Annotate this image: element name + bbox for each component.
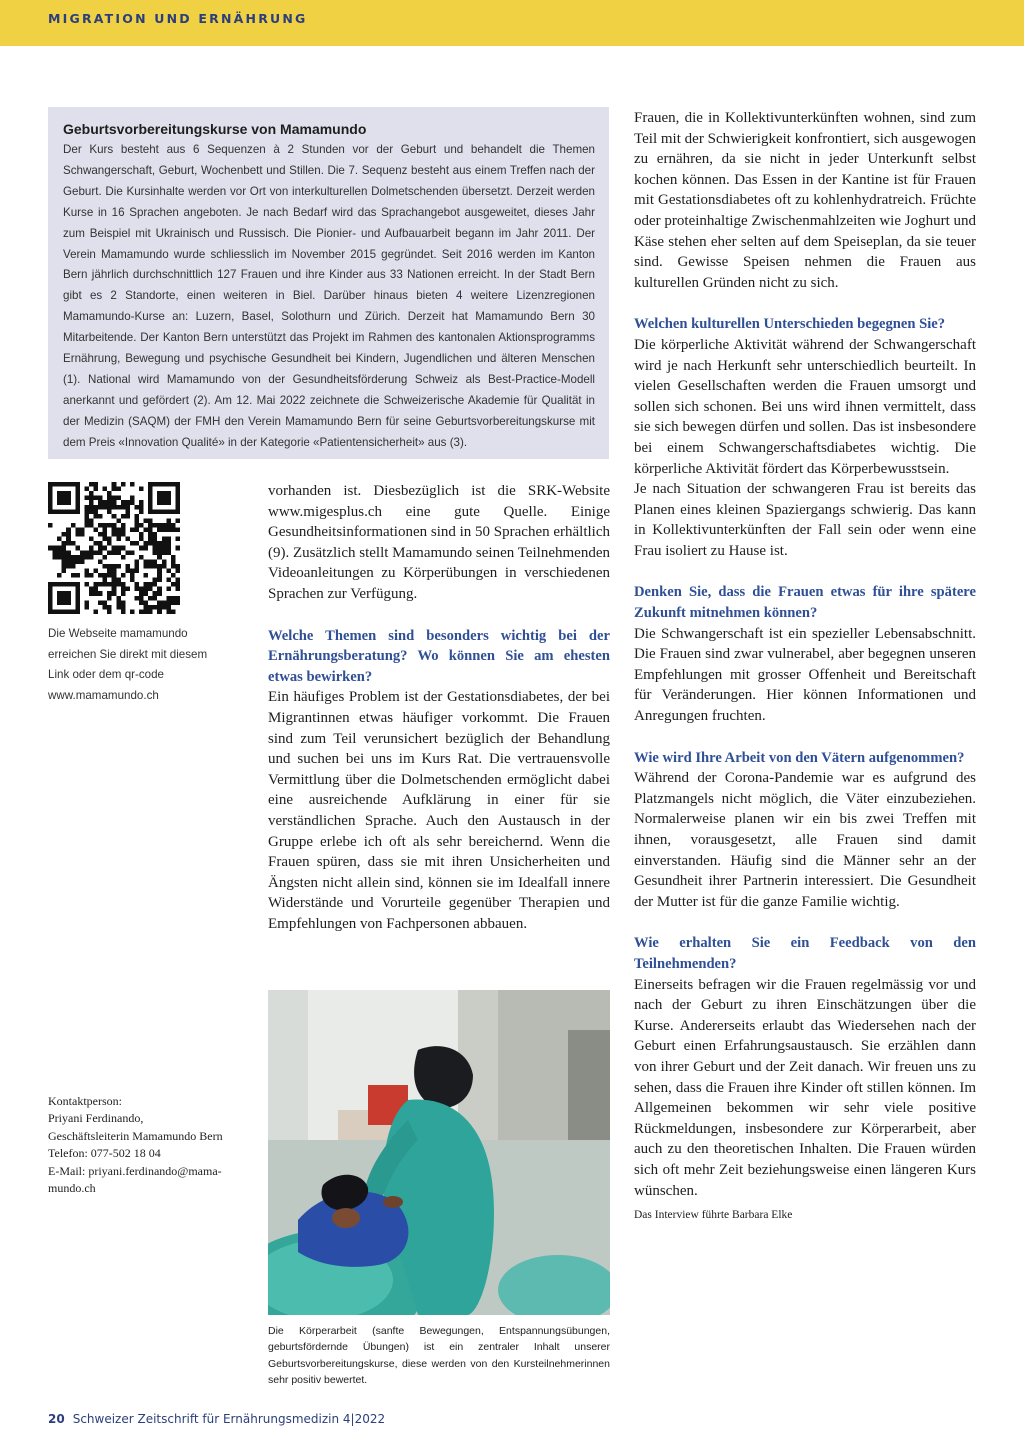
right-column <box>634 108 976 1226</box>
interview-question: Denken Sie, dass die Frauen etwas für ihre spätere Zukunft mitnehmen können? <box>634 584 976 622</box>
interview-question: Welche Themen sind besonders wichtig bei der Ernährungsberatung? Wo können Sie am ehesten etwas bewirken? <box>268 627 610 685</box>
qr-caption-line: Die Webseite mamamundo <box>48 627 188 640</box>
paragraph: Frauen, die in Kollektivunterkünften wohnen, sind zum Teil mit der Schwierigkeit konfrontiert, sich ausgewogen zu ernähren, da sie nicht in jeder Unterkunft selbst kochen können. Das Essen in der Kantine ist für Frauen mit Gestationsdiabetes oft zu kohlenhydratreich. Früchte oder proteinhaltige Zwischenmahlzeiten wie Joghurt und Käse stehen eher selten auf dem Speiseplan, da sie teuer sind. Gewisse Speisen nehmen die Frauen aus kulturellen Gründen nicht zu sich. <box>634 110 976 291</box>
paragraph: Ein häufiges Problem ist der Gestationsdiabetes, der bei Migrantinnen etwas häufiger vorkommt. Die Frauen sind zum Teil verunsichert bezüglich der Behandlung und suchen bei uns im Kurs Rat. Die vertrauensvolle Vermittlung über die Dolmetschenden ermöglicht dabei eine ausreichende Aufklärung in einer für sie verständlichen Sprache. Auch den Austausch in der Gruppe erlebe ich oft als sehr bereichernd. Wenn die Frauen spüren, dass sie mit ihren Unsicherheiten und Ängsten nicht allein sind, können sie im Idealfall innere Widerstände und Vorurteile gegenüber Therapien und Empfehlungen von Fachpersonen abbauen. <box>268 689 610 932</box>
interview-question: Welchen kulturellen Unterschieden begegnen Sie? <box>634 316 946 333</box>
journal-title: Schweizer Zeitschrift für Ernährungsmedizin 4|2022 <box>72 1412 386 1426</box>
paragraph: Die körperliche Aktivität während der Schwangerschaft wird je nach Herkunft sehr unterschiedlich beurteilt. In vielen Gesellschaften werden die Frauen umsorgt und sollen sich schonen. Bei uns wird ihnen vermittelt, dass sie sich bewegen dürfen und sollen. Das ist insbesondere bei einem Schwangerschaftsdiabetes wichtig. Die körperliche Aktivität fördert das Körperbewusstsein. <box>634 336 976 477</box>
page-footer <box>48 1412 385 1426</box>
section-header-bar <box>0 0 1024 46</box>
section-label: MIGRATION UND ERNÄHRUNG <box>48 11 308 26</box>
info-box-title: Geburtsvorbereitungskurse von Mamamundo <box>63 121 367 137</box>
qr-caption-line: erreichen Sie direkt mit diesem <box>48 647 208 661</box>
paragraph: Je nach Situation der schwangeren Frau ist bereits das Planen eines kleinen Spaziergangs schwierig. Das kann in Kollektivunterkünften der Fall sein oder wenn eine Frau isoliert zu Hause ist. <box>634 481 976 559</box>
contact-email[interactable]: mundo.ch <box>48 1181 96 1196</box>
info-box-text: Der Kurs besteht aus 6 Sequenzen à 2 Stunden vor der Geburt und behandelt die Themen Schwangerschaft, Geburt, Wochenbett und Stillen. Die 7. Sequenz besteht aus einem Treffen nach der Geburt. Die Kursinhalte werden vor Ort von interkulturellen Dolmetschenden übersetzt. Derzeit werden Kurse in 16 Sprachen angeboten. Je nach Bedarf wird das Sprachangebot ausgeweitet, dieses Jahr zum Beispiel mit Ukrainisch und Russisch. Die Pionier- und Aufbauarbeit begann im Jahr 2011. Der Verein Mamamundo wurde schliesslich im November 2015 gegründet. Seit 2016 werden im Kanton Bern jährlich durchschnittlich 127 Frauen und ihre Kinder aus 33 Nationen erreicht. In der Stadt Bern gibt es 2 Standorte, einen weiteren in Biel. Darüber hinaus bieten 4 weitere Lizenzregionen Mamamundo-Kurse an: Luzern, Basel, Solothurn und Zürich. Derzeit hat Mamamundo Bern 30 Mitarbeitende. Der Kanton Bern unterstützt das Projekt im Rahmen des kantonalen Aktionsprogramms Ernährung, Bewegung und psychische Gesundheit bei Kindern, Jugendlichen und älteren Menschen (1). National wird Mamamundo von der Gesundheitsförderung Schweiz als Best-Practice-Modell anerkannt und gefördert (2). Am 12. Mai 2022 zeichnete die Schweizerische Akademie für Qualität in der Medizin (SAQM) der FMH den Verein Mamamundo Bern für seine Geburtsvorbereitungskurse mit dem Preis «Innovation Qualité» in der Kategorie «Patientensicherheit» aus (3). <box>63 143 595 449</box>
interview-credit: Das Interview führte Barbara Elke <box>634 1209 793 1222</box>
contact-line: Priyani Ferdinando, <box>48 1111 144 1126</box>
qr-caption-link[interactable]: www.mamamundo.ch <box>48 688 159 702</box>
contact-email[interactable]: E-Mail: priyani.ferdinando@mama- <box>48 1163 222 1178</box>
paragraph: Einerseits befragen wir die Frauen regelmässig vor und nach der Geburt zu ihren Einschätzungen über die Kurse. Andererseits erlaubt das Wiedersehen nach der Geburt einen Erfahrungsaustausch. Sie erzählen dann von ihrer Geburt und der Zeit danach. Wir freuen uns zu sehen, dass die Frauen ihre Kinder oft stillen können. Im Allgemeinen bekommen wir sehr viele positive Rückmeldungen, insbesondere zur Körperarbeit, aber auch zu den theoretischen Inhalten. Die Frauen würden sich oft mehr Zeit beziehungsweise einen längeren Kurs wünschen. <box>634 976 976 1199</box>
contact-line: Geschäftsleiterin Mamamundo Bern <box>48 1128 223 1143</box>
article-photo <box>268 990 610 1315</box>
info-box <box>48 107 609 459</box>
qr-caption <box>48 624 248 706</box>
paragraph: vorhanden ist. Diesbezüglich ist die SRK-Website www.migesplus.ch eine gute Quelle. Einige Gesundheitsinformationen sind in 50 Sprachen erhältlich (9). Zusätzlich stellt Mamamundo seinen Teilnehmenden Videoanleitungen zu Körperübungen in verschiedenen Sprachen zur Verfügung. <box>268 483 611 602</box>
contact-line: Kontaktperson: <box>48 1094 122 1108</box>
qr-caption-line: Link oder dem qr-code <box>48 668 164 682</box>
paragraph: Die Schwangerschaft ist ein spezieller Lebensabschnitt. Die Frauen sind zwar vulnerabel, aber begegnen unseren Empfehlungen mit grosser Offenheit und Bereitschaft für Veränderungen. Hier können Informationen und Anregungen fruchten. <box>634 625 976 725</box>
contact-info <box>48 1093 253 1197</box>
interview-question: Wie wird Ihre Arbeit von den Vätern aufgenommen? <box>634 749 965 766</box>
qr-code-icon[interactable] <box>48 482 180 614</box>
photo-caption: Die Körperarbeit (sanfte Bewegungen, Entspannungsübungen, geburtsfördernde Übungen) ist ein zentraler Inhalt unserer Geburtsvorbereitungskurse, diese werden von den Kursteilnehmerinnen sehr positiv bewertet. <box>268 1325 610 1387</box>
contact-line: Telefon: 077-502 18 04 <box>48 1146 161 1161</box>
middle-column <box>268 481 610 934</box>
page-number: 20 <box>48 1412 65 1426</box>
paragraph: Während der Corona-Pandemie war es aufgrund des Platzmangels nicht möglich, die Väter einzubeziehen. Normalerweise planen wir ein bis zwei Treffen mit ihnen, vorausgesetzt, alle Frauen sind damit einverstanden. Häufig sind die Männer sehr an der Gesundheit ihrer Partnerin interessiert. Die Gesundheit der Mutter ist für die ganze Familie wichtig. <box>634 770 976 910</box>
interview-question: Wie erhalten Sie ein Feedback von den Teilnehmenden? <box>634 935 976 972</box>
